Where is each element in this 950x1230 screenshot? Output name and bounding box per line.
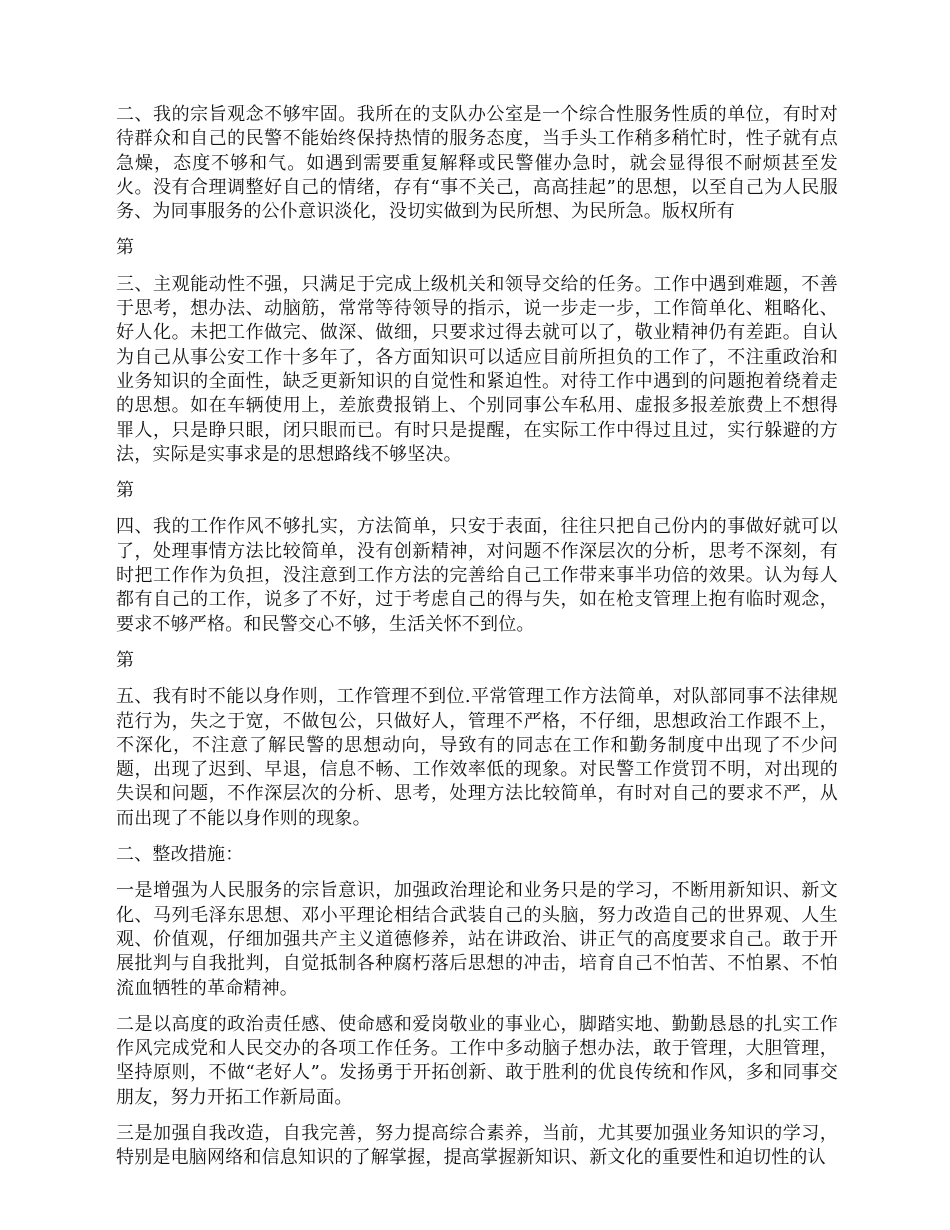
paragraph-lead-by-example: 五、我有时不能以身作则，工作管理不到位.平常管理工作方法简单，对队部同事不法律规范行为，失之于宽，不做包公，只做好人，管理不严格，不仔细，思想政治工作跟不上，不深化，不注意了解民警的思想动向，导致有的同志在工作和勤务制度中出现了不少问题，出现了迟到、早退，信息不畅、工作效率低的现象。对民警工作赏罚不明，对出现的失误和问题，不作深层次的分析、思考，处理方法比较简单，有时对自己的要求不严，从而出现了不能以身作则的现象。 [116,686,838,829]
paragraph-marker: 第 [116,649,135,671]
paragraph-low-initiative: 三、主观能动性不强，只满足于完成上级机关和领导交给的任务。工作中遇到难题，不善于思考，想办法、动脑筋，常常等待领导的指示，说一步走一步，工作简单化、粗略化、好人化。未把工作做完、做深、做细，只要求过得去就可以了，敬业精神仍有差距。自认为自己从事公安工作十多年了，各方面知识可以适应目前所担负的工作了，不注重政治和业务知识的全面性，缺乏更新知识的自觉性和紧迫性。对待工作中遇到的问题抱着绕着走的思想。如在车辆使用上，差旅费报销上、个别同事公车私用、虚报多报差旅费上不想得罪人，只是睁只眼，闭只眼而已。有时只是提醒，在实际工作中得过且过，实行躲避的方法，实际是实事求是的思想路线不够坚决。 [116,273,838,465]
document-body [116,103,838,1183]
paragraph-measure-one: 一是增强为人民服务的宗旨意识，加强政治理论和业务只是的学习，不断用新知识、新文化、马列毛泽东思想、邓小平理论相结合武装自己的头脑，努力改造自己的世界观、人生观、价值观，仔细加强共产主义道德修养，站在讲政治、讲正气的高度要求自己。敢于开展批判与自我批判，自觉抵制各种腐朽落后思想的冲击，培育自己不怕苦、不怕累、不怕流血牺牲的革命精神。 [116,880,838,999]
paragraph-measure-two: 二是以高度的政治责任感、使命感和爱岗敬业的事业心，脚踏实地、勤勤恳恳的扎实工作作风完成党和人民交办的各项工作任务。工作中多动脑子想办法，敢于管理，大胆管理，坚持原则，不做“老好人”。发扬勇于开拓创新、敢于胜利的优良传统和作风，多和同事交朋友，努力开拓工作新局面。 [116,1013,838,1108]
paragraph-weak-service-awareness: 二、我的宗旨观念不够牢固。我所在的支队办公室是一个综合性服务性质的单位，有时对待群众和自己的民警不能始终保持热情的服务态度，当手头工作稍多稍忙时，性子就有点急燥，态度不够和气。如遇到需要重复解释或民警催办急时，就会显得很不耐烦甚至发火。没有合理调整好自己的情绪，存有“事不关己，高高挂起”的思想，以至自己为人民服务、为同事服务的公仆意识淡化，没切实做到为民所想、为民所急。版权所有 [116,104,838,223]
paragraph-work-style: 四、我的工作作风不够扎实，方法简单，只安于表面，往往只把自己份内的事做好就可以了，处理事情方法比较简单，没有创新精神，对问题不作深层次的分析，思考不深刻，有时把工作作为负担，没注意到工作方法的完善给自己工作带来事半功倍的效果。认为每人都有自己的工作，说多了不好，过于考虑自己的得与失，如在枪支管理上抱有临时观念，要求不够严格。和民警交心不够，生活关怀不到位。 [116,516,838,635]
paragraph-marker: 第 [116,237,135,259]
paragraph-marker: 第 [116,480,135,502]
paragraph-measure-three: 三是加强自我改造，自我完善，努力提高综合素养，当前，尤其要加强业务知识的学习，特别是电脑网络和信息知识的了解掌握，提高掌握新知识、新文化的重要性和迫切性的认 [116,1122,838,1169]
section-heading-rectification: 二、整改措施： [116,844,244,866]
